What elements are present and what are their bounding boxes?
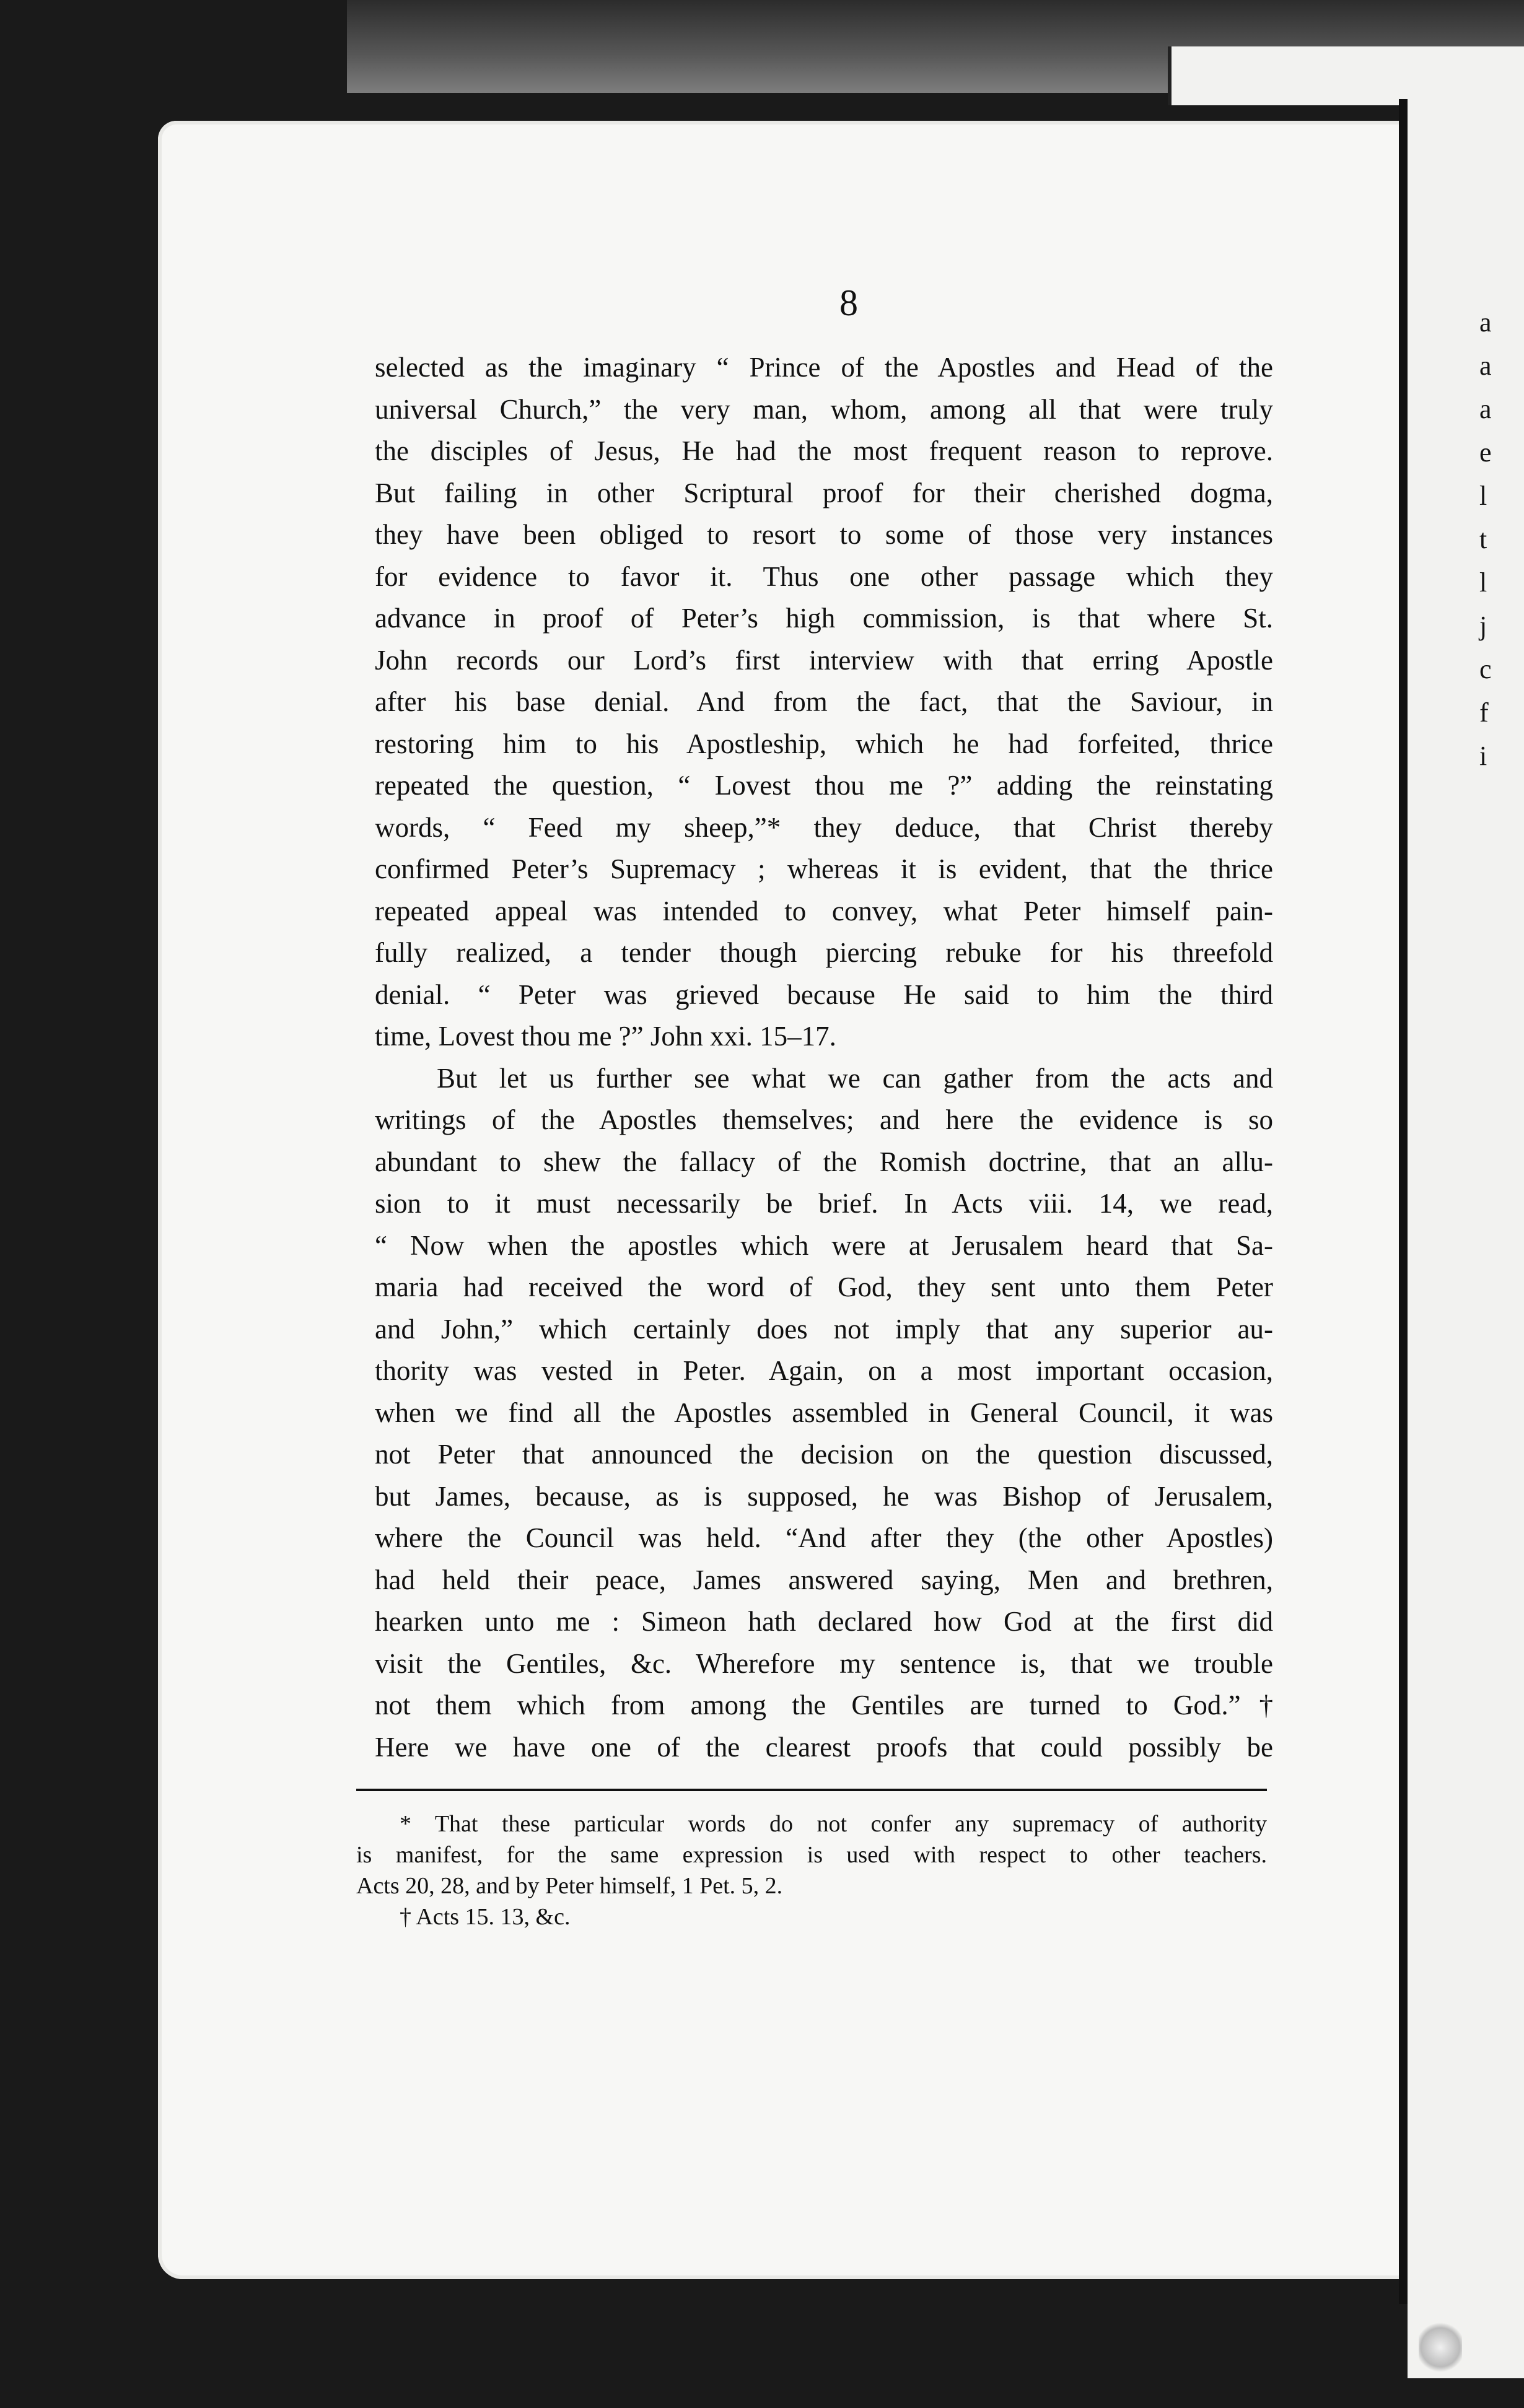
- body-line: fully realized, a tender though piercing rebuke for his threefold: [375, 937, 1273, 968]
- body-line: they have been obliged to resort to some of those very instances: [375, 519, 1273, 550]
- body-line: confirmed Peter’s Supremacy ; whereas it is evident, that the thrice: [375, 853, 1273, 884]
- body-line: repeated appeal was intended to convey, what Peter himself pain-: [375, 895, 1273, 927]
- body-line: after his base denial. And from the fact, that the Saviour, in: [375, 686, 1273, 717]
- next-page-letter: a: [1479, 394, 1492, 424]
- body-line: and John,” which certainly does not imply that any superior au-: [375, 1313, 1273, 1345]
- page-number: 8: [839, 282, 858, 323]
- body-line: words, “ Feed my sheep,”* they deduce, that Christ thereby: [375, 811, 1273, 843]
- footnote-line: * That these particular words do not confer any supremacy of authority: [400, 1811, 1267, 1837]
- body-line: hearken unto me : Simeon hath declared how God at the first did: [375, 1606, 1273, 1637]
- footnote-line: Acts 20, 28, and by Peter himself, 1 Pet. 5, 2.: [356, 1873, 783, 1899]
- body-line: “ Now when the apostles which were at Jerusalem heard that Sa-: [375, 1229, 1273, 1261]
- next-page-letter: e: [1479, 437, 1492, 468]
- next-page-letter: t: [1479, 524, 1487, 554]
- body-line: not them which from among the Gentiles are turned to God.”†: [375, 1690, 1273, 1721]
- body-line: had held their peace, James answered saying, Men and brethren,: [375, 1564, 1273, 1595]
- next-page-letter: l: [1479, 481, 1487, 511]
- body-line: but James, because, as is supposed, he was Bishop of Jerusalem,: [375, 1480, 1273, 1512]
- body-line: where the Council was held. “And after they (the other Apostles): [375, 1522, 1273, 1553]
- body-line: abundant to shew the fallacy of the Romish doctrine, that an allu-: [375, 1146, 1273, 1177]
- next-page-letter: a: [1479, 307, 1492, 338]
- body-line: maria had received the word of God, they sent unto them Peter: [375, 1272, 1273, 1302]
- footnotes: [356, 1808, 1267, 1932]
- body-line: the disciples of Jesus, He had the most frequent reason to reprove.: [375, 435, 1273, 466]
- body-line: denial. “ Peter was grieved because He said to him the third: [375, 979, 1273, 1010]
- body-line: But failing in other Scriptural proof for their cherished dogma,: [375, 477, 1273, 508]
- next-page-letter: f: [1479, 697, 1489, 728]
- footnote-rule: [356, 1789, 1267, 1791]
- body-line: writings of the Apostles themselves; and here the evidence is so: [375, 1104, 1273, 1135]
- next-page-letter: a: [1479, 351, 1492, 381]
- body-line: for evidence to favor it. Thus one other passage which they: [375, 561, 1273, 592]
- body-line: Here we have one of the clearest proofs that could possibly be: [375, 1731, 1273, 1763]
- body-line: repeated the question, “ Lovest thou me ?” adding the reinstating: [375, 770, 1273, 801]
- next-page-letter: i: [1479, 741, 1487, 771]
- body-line: restoring him to his Apostleship, which he had forfeited, thrice: [375, 728, 1273, 759]
- body-text: [375, 347, 1273, 1768]
- next-page-letter: l: [1479, 567, 1487, 598]
- scan-smudge: [1419, 2319, 1462, 2375]
- body-line: selected as the imaginary “ Prince of the Apostles and Head of the: [375, 352, 1273, 383]
- next-page-letter: j: [1479, 611, 1487, 641]
- body-line: But let us further see what we can gather from the acts and: [437, 1062, 1273, 1094]
- body-line: universal Church,” the very man, whom, among all that were truly: [375, 393, 1273, 425]
- body-line: when we find all the Apostles assembled in General Council, it was: [375, 1397, 1273, 1428]
- footnote-line: † Acts 15. 13, &c.: [400, 1904, 571, 1930]
- body-line: visit the Gentiles, &c. Wherefore my sentence is, that we trouble: [375, 1647, 1273, 1679]
- body-line: not Peter that announced the decision on the question discussed,: [375, 1439, 1273, 1470]
- body-line: John records our Lord’s first interview with that erring Apostle: [375, 644, 1273, 676]
- body-line: thority was vested in Peter. Again, on a most important occasion,: [375, 1355, 1273, 1386]
- footnote-line: is manifest, for the same expression is used with respect to other teachers.: [356, 1842, 1267, 1868]
- body-line: time, Lovest thou me ?” John xxi. 15–17.: [375, 1021, 836, 1052]
- body-line: advance in proof of Peter’s high commission, is that where St.: [375, 603, 1273, 634]
- body-line: sion to it must necessarily be brief. In Acts viii. 14, we read,: [375, 1188, 1273, 1219]
- next-page-letter: c: [1479, 654, 1492, 684]
- next-page-edge: [1408, 87, 1524, 2378]
- page-gutter: [1399, 99, 1408, 2304]
